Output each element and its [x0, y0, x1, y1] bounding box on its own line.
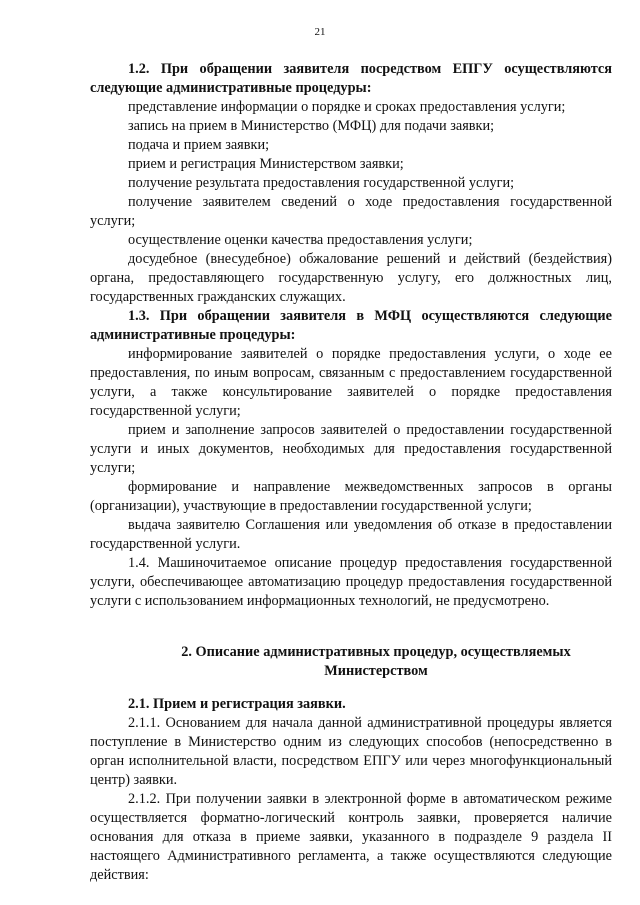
list-item: досудебное (внесудебное) обжалование решений и действий (бездействия) органа, предоставляющего государственную услугу, его должностных лиц, государственных гражданских служащих. — [90, 251, 612, 305]
subsection-2-1-heading: 2.1. Прием и регистрация заявки. — [128, 696, 346, 712]
list-item: получение заявителем сведений о ходе предоставления государственной услуги; — [90, 194, 612, 229]
section-1-2-heading: 1.2. При обращении заявителя посредством ЕПГУ осуществляются следующие административные процедуры: — [90, 61, 612, 96]
list-item: осуществление оценки качества предоставления услуги; — [128, 232, 473, 248]
section-2-heading-line1: 2. Описание административных процедур, осуществляемых — [181, 644, 571, 660]
list-item: получение результата предоставления государственной услуги; — [128, 175, 515, 191]
page-number: 21 — [314, 26, 326, 38]
section-2-heading-line2: Министерством — [324, 663, 428, 679]
document-body — [90, 60, 612, 885]
section-1-4-paragraph: 1.4. Машиночитаемое описание процедур предоставления государственной услуги, обеспечивающее автоматизацию процедур предоставления государственной услуги с использованием информационных технологий, не предусмотрено. — [90, 555, 612, 609]
paragraph-2-1-2: 2.1.2. При получении заявки в электронной форме в автоматическом режиме осуществляется форматно-логический контроль заявки, проверяется наличие основания для отказа в приеме заявки, указанного в подразделе 9 раздела II настоящего Административного регламента, а также осуществляются следующие действия: — [90, 791, 612, 883]
list-item: представление информации о порядке и сроках предоставления услуги; — [128, 99, 566, 115]
list-item: выдача заявителю Соглашения или уведомления об отказе в предоставлении государственной услуги. — [90, 517, 612, 552]
section-1-3-heading: 1.3. При обращении заявителя в МФЦ осуществляются следующие административные процедуры: — [90, 308, 612, 343]
list-item: подача и прием заявки; — [128, 137, 270, 153]
list-item: прием и регистрация Министерством заявки; — [128, 156, 404, 172]
list-item: формирование и направление межведомственных запросов в органы (организации), участвующие в предоставлении государственной услуги; — [90, 479, 612, 514]
list-item: прием и заполнение запросов заявителей о предоставлении государственной услуги и иных документов, необходимых для предоставления государственной услуги; — [90, 422, 612, 476]
section-2-heading — [90, 643, 612, 681]
paragraph-2-1-1: 2.1.1. Основанием для начала данной административной процедуры является поступление в Министерство одним из следующих способов (непосредственно в орган исполнительной власти, посредством ЕПГУ или через многофункциональный центр) заявки. — [90, 715, 612, 788]
list-item: информирование заявителей о порядке предоставления услуги, о ходе ее предоставления, по иным вопросам, связанным с предоставлением государственной услуги, а также консультирование заявителей о порядке предоставления государственной услуги; — [90, 346, 612, 419]
list-item: запись на прием в Министерство (МФЦ) для подачи заявки; — [128, 118, 495, 134]
